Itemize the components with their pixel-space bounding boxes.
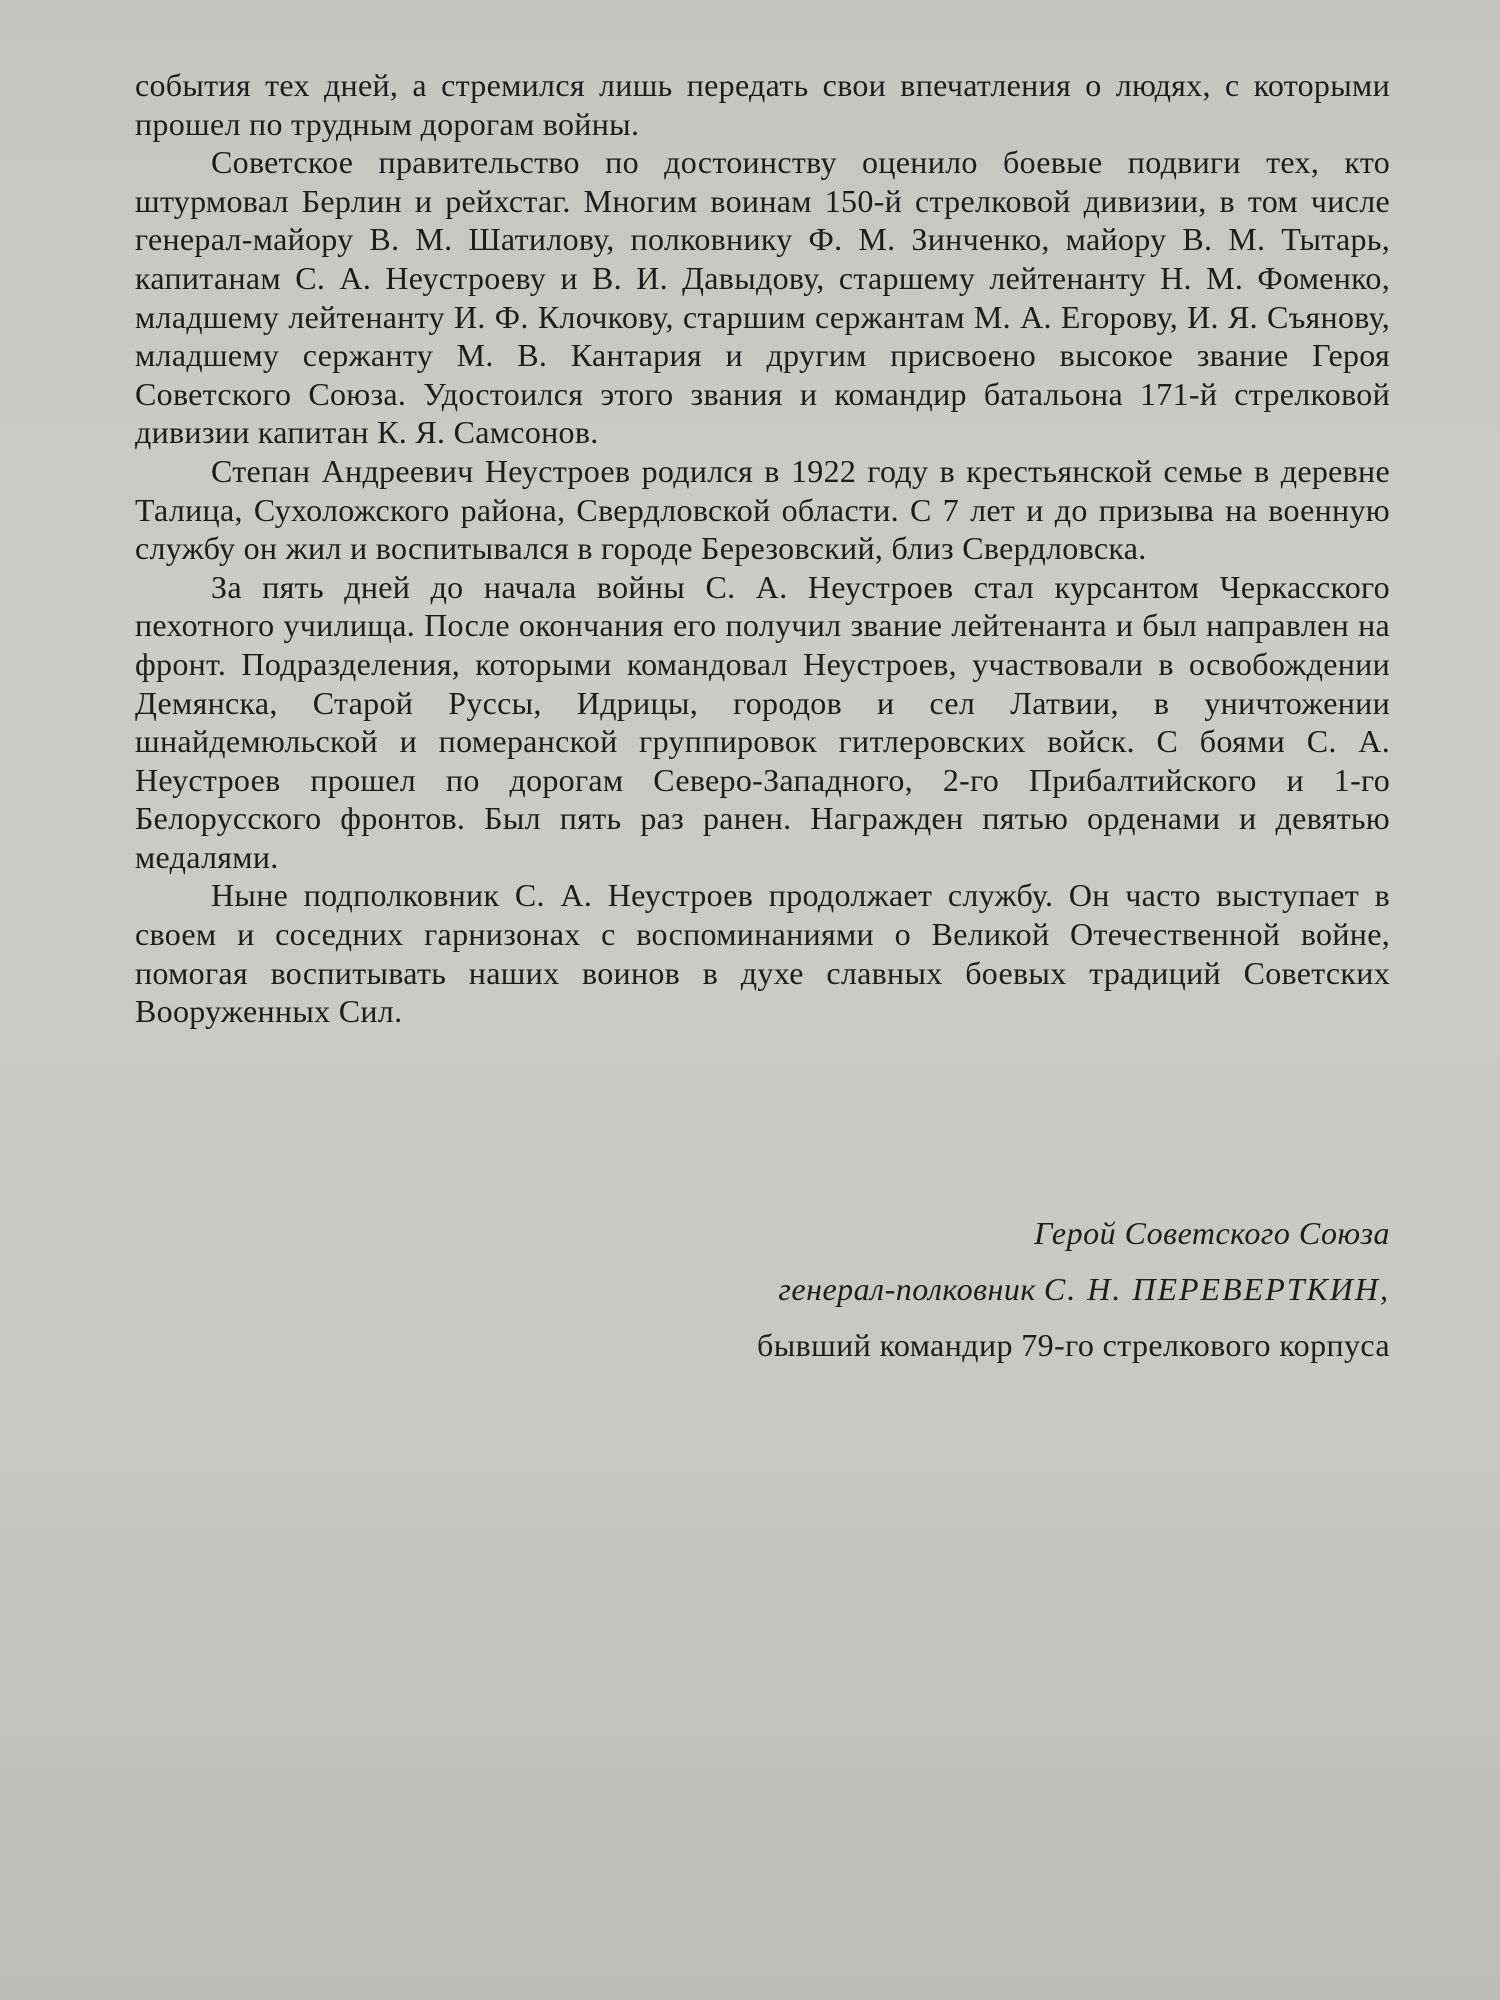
body-text xyxy=(135,66,1390,1031)
paragraph-awards: Советское правительство по достоинству оценило боевые подвиги тех, кто штурмовал Берлин и рейхстаг. Многим воинам 150-й стрелковой дивизии, в том числе генерал-майору В. М. Шатилову, полковнику Ф. М. Зинченко, майору В. М. Тытарь, капитанам С. А. Неустроеву и В. И. Давыдову, старшему лейтенанту Н. М. Фоменко, младшему лейтенанту И. Ф. Клочкову, старшим сержантам М. А. Егорову, И. Я. Съянову, младшему сержанту М. В. Кантария и другим присвоено высокое звание Героя Советского Союза. Удостоился этого звания и командир батальона 171-й стрелковой дивизии капитан К. Я. Самсонов. xyxy=(135,144,1390,451)
signature-rank: генерал-полковник xyxy=(778,1271,1036,1307)
signature-name: С. Н. ПЕРЕВЕРТКИН, xyxy=(1043,1271,1390,1307)
paragraph-war-service: За пять дней до начала войны С. А. Неустроев стал курсантом Черкасского пехотного училища. После окончания его получил звание лейтенанта и был направлен на фронт. Подразделения, которыми командовал Неустроев, участвовали в освобождении Демянска, Старой Руссы, Идрицы, городов и сел Латвии, в уничтожении шнайдемюльской и померанской группировок гитлеровских войск. С боями С. А. Неустроев прошел по дорогам Северо-Западного, 2-го Прибалтийского и 1-го Белорусского фронтов. Был пять раз ранен. Награжден пятью орденами и девятью медалями. xyxy=(135,568,1390,875)
signature-block xyxy=(490,1205,1390,1373)
signature-name-line xyxy=(490,1261,1390,1317)
paragraph-present-day: Ныне подполковник С. А. Неустроев продолжает службу. Он часто выступает в своем и соседних гарнизонах с воспоминаниями о Великой Отечественной войне, помогая воспитывать наших воинов в духе славных боевых традиций Советских Вооруженных Сил. xyxy=(135,877,1390,1030)
signature-title: Герой Советского Союза xyxy=(1034,1215,1390,1251)
paragraph-biography: Степан Андреевич Неустроев родился в 1922 году в крестьянской семье в деревне Талица, Сухоложского района, Свердловской области. С 7 лет и до призыва на военную службу он жил и воспитывался в городе Березовский, близ Свердловска. xyxy=(135,452,1390,567)
signature-position: бывший командир 79-го стрелкового корпуса xyxy=(757,1327,1390,1363)
paragraph-continuation: события тех дней, а стремился лишь передать свои впечатления о людях, с которыми прошел по трудным дорогам войны. xyxy=(135,67,1390,142)
